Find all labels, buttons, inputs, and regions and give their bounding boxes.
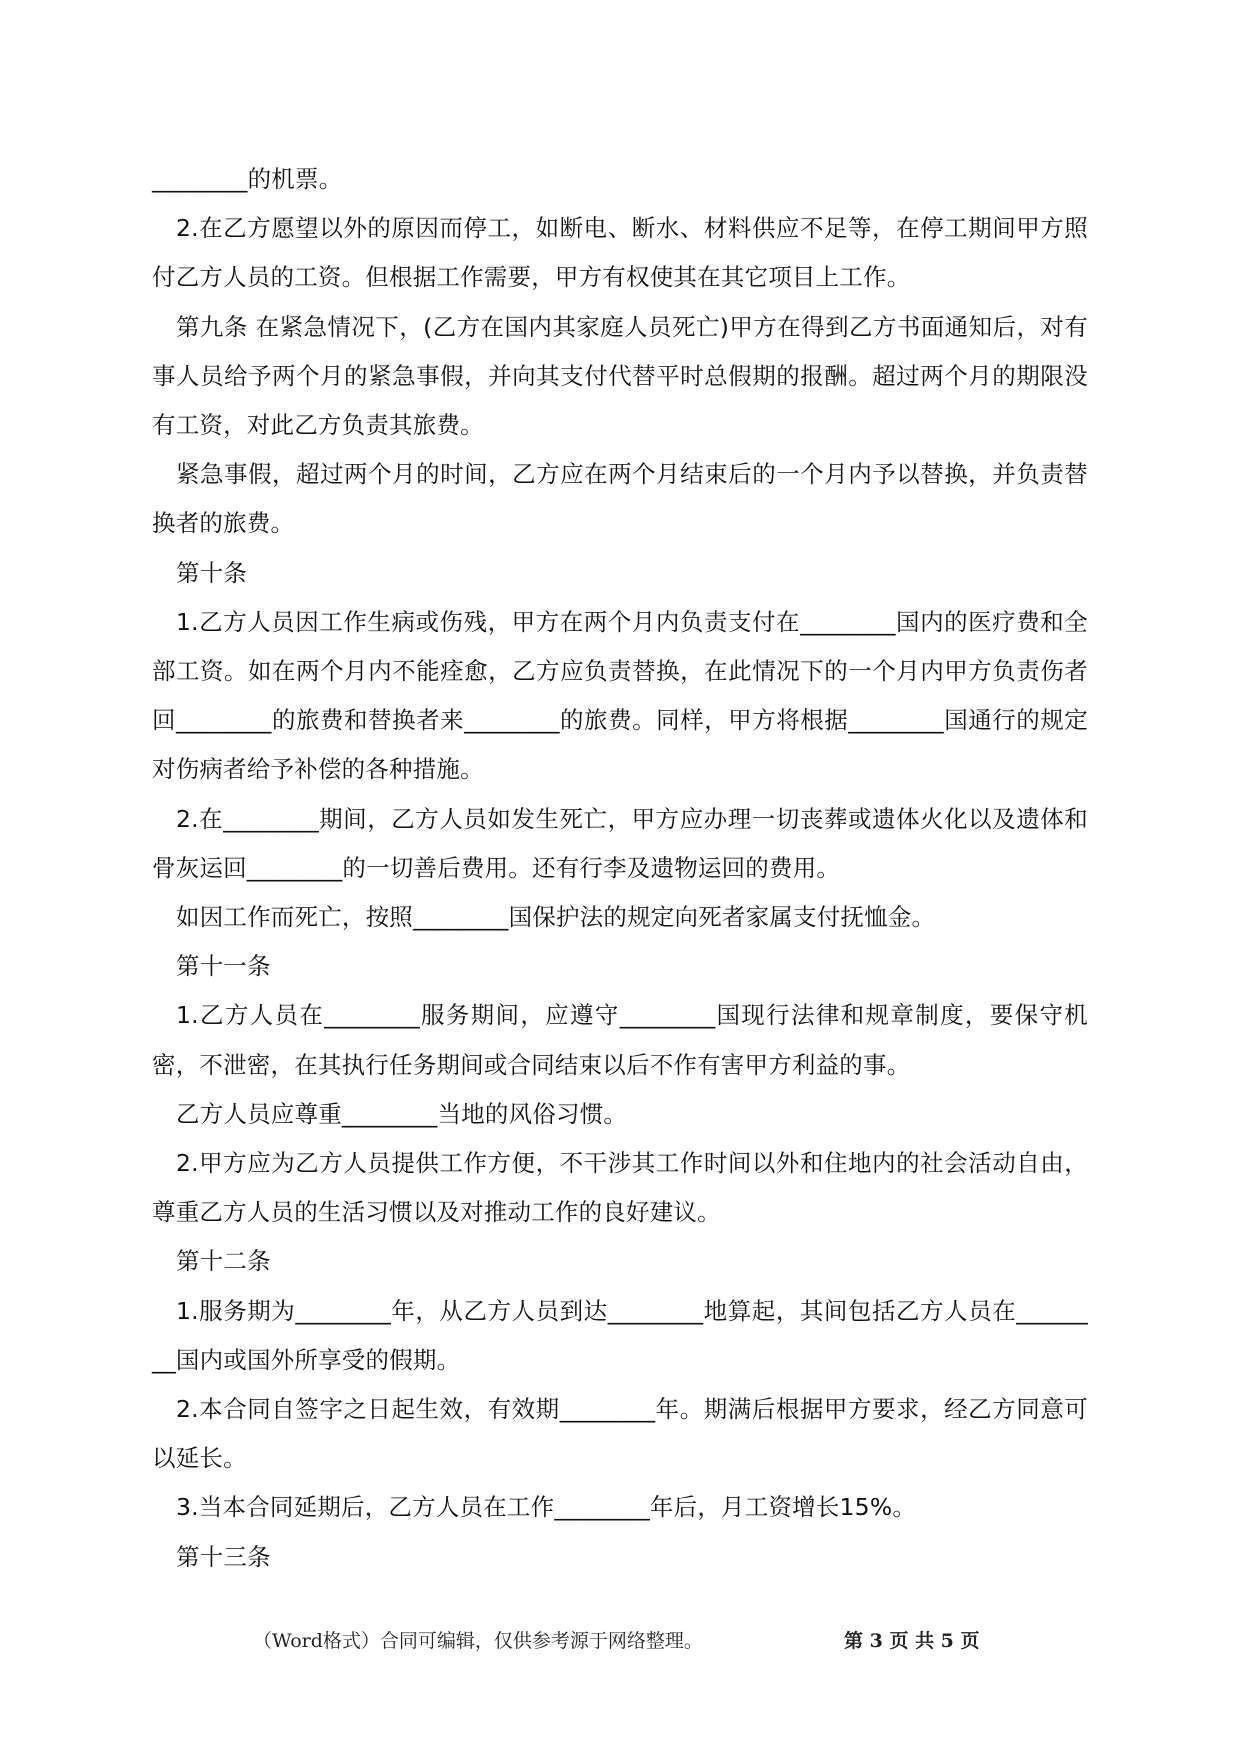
paragraph-obey-laws: 1.乙方人员在________服务期间，应遵守________国现行法律和规章制度，要保守机密，不泄密，在其执行任务期间或合同结束以后不作有害甲方利益的事。 bbox=[152, 1001, 1088, 1079]
paragraph-work-stoppage: 2.在乙方愿望以外的原因而停工，如断电、断水、材料供应不足等，在停工期间甲方照付乙方人员的工资。但根据工作需要，甲方有权使其在其它项目上工作。 bbox=[152, 214, 1088, 292]
heading-article-13: 第十三条 bbox=[176, 1542, 271, 1571]
paragraph-illness-injury: 1.乙方人员因工作生病或伤残，甲方在两个月内负责支付在________国内的医疗费和全部工资。如在两个月内不能痊愈，乙方应负责替换，在此情况下的一个月内甲方负责伤者回________的旅费和替换者来________的旅费。同样，甲方将根据________国通行的规定对伤病者给予补偿的各种措施。 bbox=[152, 607, 1088, 784]
paragraph-validity: 2.本合同自签字之日起生效，有效期________年。期满后根据甲方要求，经乙方同意可以延长。 bbox=[152, 1395, 1088, 1473]
paragraph-work-convenience: 2.甲方应为乙方人员提供工作方便，不干涉其工作时间以外和住地内的社会活动自由，尊重乙方人员的生活习惯以及对推动工作的良好建议。 bbox=[152, 1149, 1088, 1227]
footer-note: （Word格式）合同可编辑，仅供参考源于网络整理。 bbox=[253, 1630, 703, 1652]
paragraph-service-period: 1.服务期为________年，从乙方人员到达________地算起，其间包括乙方人员在________国内或国外所享受的假期。 bbox=[152, 1296, 1088, 1374]
paragraph-local-customs: 乙方人员应尊重________当地的风俗习惯。 bbox=[176, 1099, 628, 1128]
paragraph-ticket-continuation: ________的机票。 bbox=[152, 165, 343, 193]
heading-article-11: 第十一条 bbox=[176, 952, 271, 981]
contract-body bbox=[152, 155, 1088, 1582]
paragraph-article-9: 第九条 在紧急情况下，(乙方在国内其家庭人员死亡)甲方在得到乙方书面通知后，对有事人员给予两个月的紧急事假，并向其支付代替平时总假期的报酬。超过两个月的期限没有工资，对此乙方负责其旅费。 bbox=[152, 312, 1088, 440]
paragraph-emergency-leave: 紧急事假，超过两个月的时间，乙方应在两个月结束后的一个月内予以替换，并负责替换者的旅费。 bbox=[152, 460, 1088, 538]
page-footer bbox=[0, 1626, 1241, 1656]
paragraph-salary-increase: 3.当本合同延期后，乙方人员在工作________年后，月工资增长15%。 bbox=[176, 1493, 917, 1522]
heading-article-10: 第十条 bbox=[176, 558, 248, 587]
paragraph-pension: 如因工作而死亡，按照________国保护法的规定向死者家属支付抚恤金。 bbox=[176, 903, 936, 932]
heading-article-12: 第十二条 bbox=[176, 1247, 271, 1276]
page-number: 第 3 页 共 5 页 bbox=[844, 1630, 980, 1652]
paragraph-death-expenses: 2.在________期间，乙方人员如发生死亡，甲方应办理一切丧葬或遗体火化以及遗体和骨灰运回________的一切善后费用。还有行李及遗物运回的费用。 bbox=[152, 804, 1088, 882]
